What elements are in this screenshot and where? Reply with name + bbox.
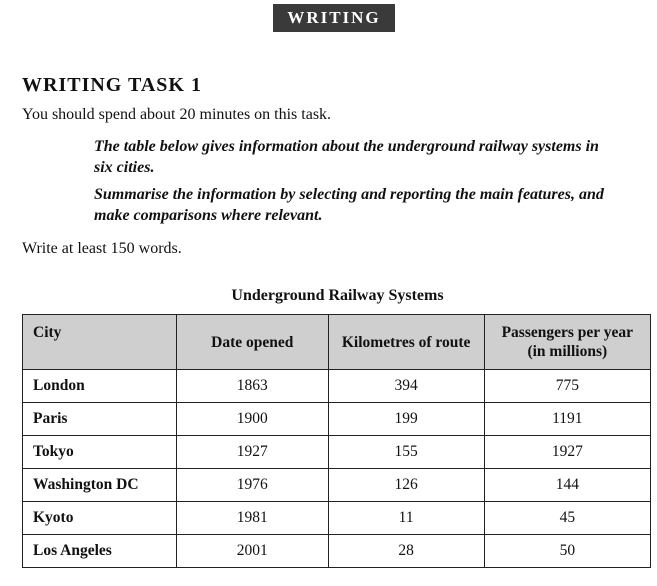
cell-kilometres: 394 (328, 370, 484, 403)
task-heading: WRITING TASK 1 (22, 74, 202, 96)
cell-date-opened: 1976 (176, 469, 328, 502)
cell-passengers: 1927 (484, 436, 650, 469)
cell-date-opened: 1900 (176, 403, 328, 436)
cell-date-opened: 1981 (176, 502, 328, 535)
cell-city: London (23, 370, 177, 403)
table-title: Underground Railway Systems (231, 287, 444, 304)
header-passengers (484, 315, 650, 370)
cell-date-opened: 1927 (176, 436, 328, 469)
section-banner: WRITING (273, 4, 395, 32)
cell-date-opened: 2001 (176, 535, 328, 568)
cell-city: Washington DC (23, 469, 177, 502)
cell-kilometres: 28 (328, 535, 484, 568)
header-city: City (23, 315, 177, 370)
cell-city: Tokyo (23, 436, 177, 469)
table-header-row (23, 315, 651, 370)
word-count-instruction: Write at least 150 words. (22, 240, 182, 257)
railway-table (22, 314, 651, 568)
table-row (23, 403, 651, 436)
cell-passengers: 775 (484, 370, 650, 403)
cell-kilometres: 199 (328, 403, 484, 436)
cell-passengers: 144 (484, 469, 650, 502)
cell-city: Paris (23, 403, 177, 436)
table-row (23, 436, 651, 469)
cell-passengers: 50 (484, 535, 650, 568)
task-instruction: Summarise the information by selecting and reporting the main features, and make comparisons where relevant. (94, 186, 604, 224)
cell-passengers: 1191 (484, 403, 650, 436)
cell-passengers: 45 (484, 502, 650, 535)
cell-date-opened: 1863 (176, 370, 328, 403)
cell-kilometres: 11 (328, 502, 484, 535)
header-kilometres: Kilometres of route (328, 315, 484, 370)
table-row (23, 535, 651, 568)
header-date-opened: Date opened (176, 315, 328, 370)
table-row (23, 502, 651, 535)
header-passengers-label: Passengers per year (501, 324, 634, 341)
header-passengers-unit: (in millions) (527, 343, 608, 360)
task-description: The table below gives information about the underground railway systems in six cities. (94, 138, 599, 176)
cell-kilometres: 155 (328, 436, 484, 469)
cell-kilometres: 126 (328, 469, 484, 502)
cell-city: Kyoto (23, 502, 177, 535)
table-row (23, 370, 651, 403)
time-instruction: You should spend about 20 minutes on this task. (22, 106, 332, 123)
table-row (23, 469, 651, 502)
cell-city: Los Angeles (23, 535, 177, 568)
